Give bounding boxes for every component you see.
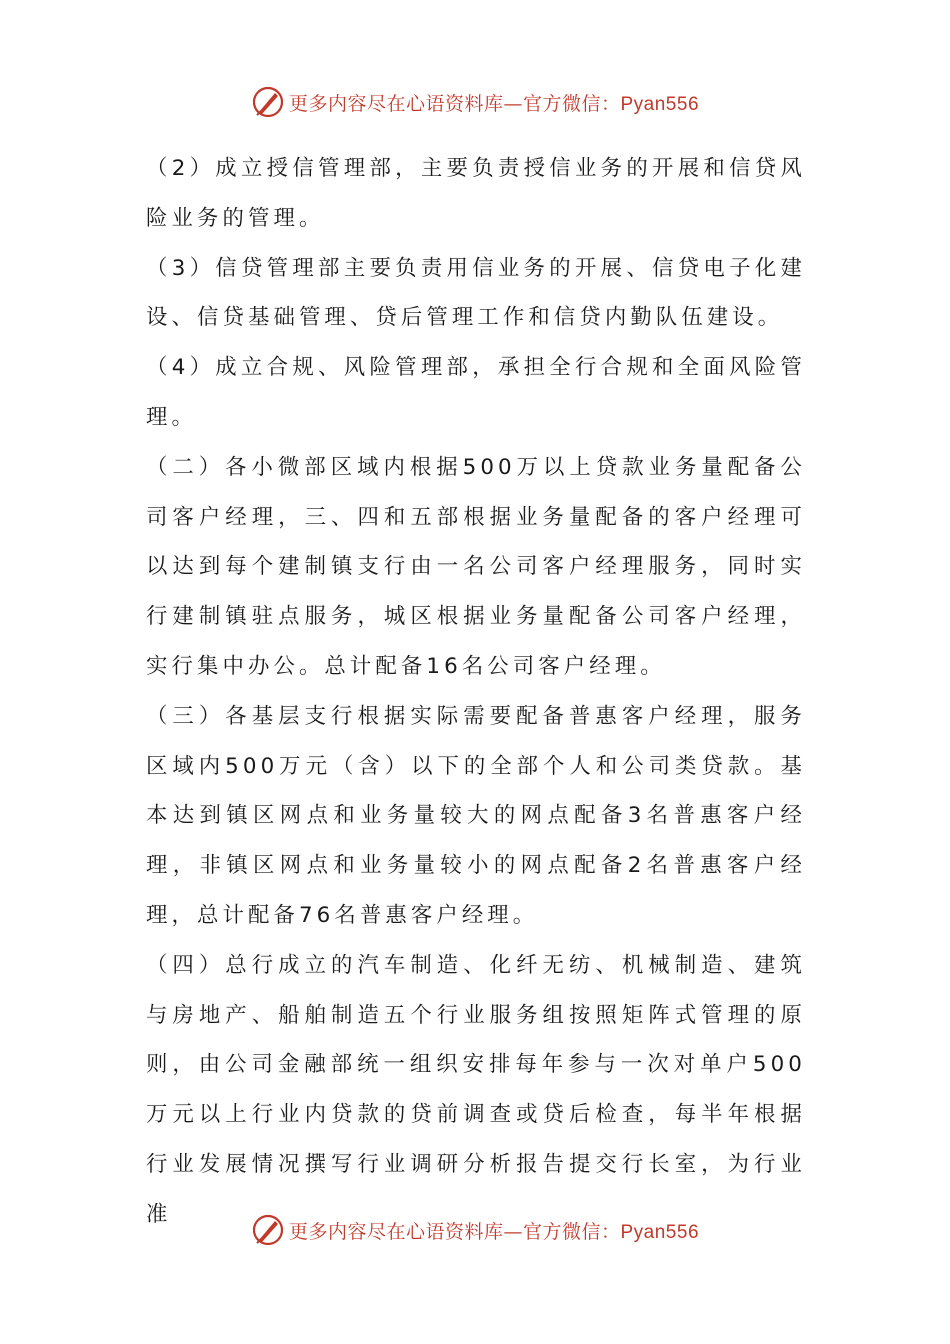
- watermark-text: 更多内容尽在心语资料库—官方微信：Pyan556: [288, 92, 700, 115]
- paragraph-section-3: （三）各基层支行根据实际需要配备普惠客户经理，服务区域内500万元（含）以下的全部个人和公司类贷款。基本达到镇区网点和业务量较大的网点配备3名普惠客户经理，非镇区网点和业务量较小的网点配备2名普惠客户经理，总计配备76名普惠客户经理。: [146, 703, 806, 928]
- paragraph-section-2: （二）各小微部区域内根据500万以上贷款业务量配备公司客户经理，三、四和五部根据业务量配备的客户经理可以达到每个建制镇支行由一名公司客户经理服务，同时实行建制镇驻点服务，城区根据业务量配备公司客户经理，实行集中办公。总计配备16名公司客户经理。: [146, 454, 806, 679]
- wechat-id: Pyan556: [620, 1221, 700, 1243]
- quill-pen-icon: [251, 1213, 285, 1247]
- footer-watermark: [0, 1210, 950, 1250]
- paragraph-3: （3）信贷管理部主要负责用信业务的开展、信贷电子化建设、信贷基础管理、贷后管理工作和信贷内勤队伍建设。: [146, 255, 806, 331]
- wechat-id: Pyan556: [620, 93, 700, 115]
- paragraph-4: （4）成立合规、风险管理部，承担全行合规和全面风险管理。: [146, 355, 806, 430]
- document-body: [146, 144, 806, 1240]
- quill-pen-icon: [251, 85, 285, 119]
- paragraph-section-4: （四）总行成立的汽车制造、化纤无纺、机械制造、建筑与房地产、船舶制造五个行业服务组按照矩阵式管理的原则，由公司金融部统一组织安排每年参与一次对单户500万元以上行业内贷款的贷前调查或贷后检查，每半年根据行业发展情况撰写行业调研分析报告提交行长室，为行业准: [146, 952, 806, 1227]
- paragraph-2: （2）成立授信管理部，主要负责授信业务的开展和信贷风险业务的管理。: [146, 156, 806, 231]
- watermark-text: 更多内容尽在心语资料库—官方微信：Pyan556: [288, 1220, 700, 1243]
- header-watermark: [0, 82, 950, 122]
